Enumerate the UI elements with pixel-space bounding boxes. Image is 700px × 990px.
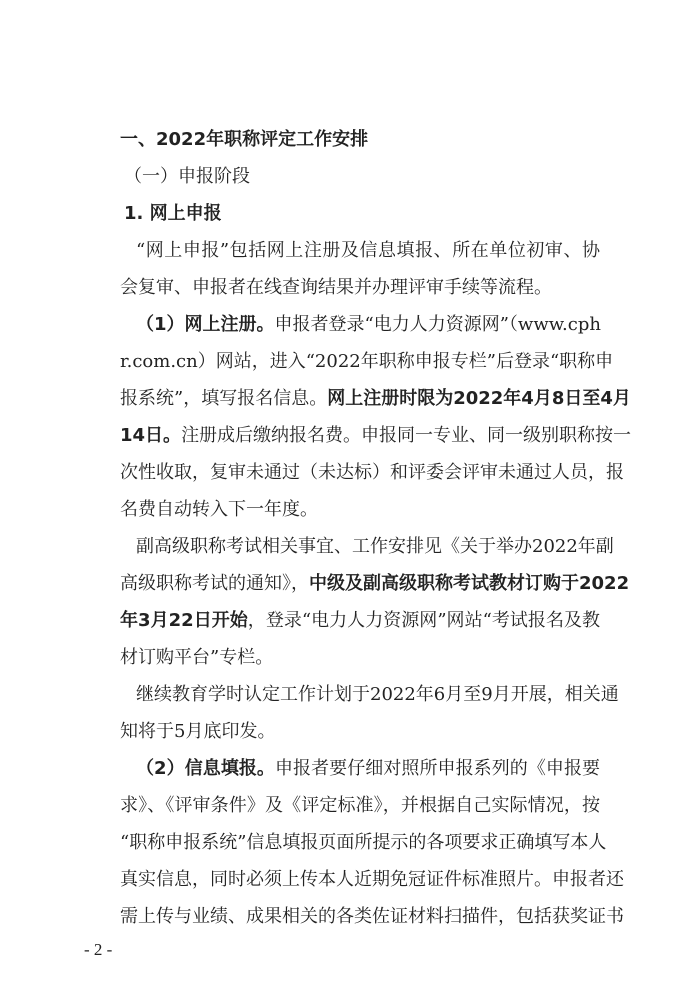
paragraph-line: “职称申报系统”信息填报页面所提示的各项要求正确填写本人 [120, 832, 607, 853]
paragraph-text: 申报者要仔细对照所申报系列的《申报要 [275, 758, 600, 779]
paragraph-line: 名费自动转入下一年度。 [120, 499, 318, 520]
paragraph-text: 注册成后缴纳报名费。申报同一专业、同一级别职称按一 [181, 425, 632, 446]
paragraph-line: r.com.cn）网站，进入“2022年职称申报专栏”后登录“职称申 [120, 351, 614, 372]
emphasis-text: 中级及副高级职称考试教材订购于2022 [309, 573, 630, 594]
paragraph-text: 报系统”，填写报名信息。 [120, 388, 328, 409]
emphasis-text: 网上注册时限为2022年4月8日至4月 [327, 388, 631, 409]
paragraph-line: “网上申报”包括网上注册及信息填报、所在单位初审、协 [136, 240, 600, 261]
paragraph-line: 知将于5月底印发。 [120, 721, 276, 742]
paragraph-line [136, 750, 600, 787]
paragraph-line [120, 602, 600, 639]
paragraph-line: 求》、《评审条件》及《评定标准》，并根据自己实际情况，按 [120, 795, 600, 816]
emphasis-text: 年3月22日开始 [120, 610, 248, 631]
paragraph-line [120, 565, 630, 602]
section-title: 1. 网上申报 [124, 203, 222, 224]
paragraph-line: 继续教育学时认定工作计划于2022年6月至9月开展，相关通 [136, 684, 619, 705]
paragraph-line: 材订购平台”专栏。 [120, 647, 274, 668]
paragraph-line: 真实信息，同时必须上传本人近期免冠证件标准照片。申报者还 [120, 869, 624, 890]
paragraph-label: （2）信息填报。 [136, 758, 275, 779]
paragraph-line [120, 380, 631, 417]
paragraph-line: 次性收取，复审未通过（未达标）和评委会评审未通过人员，报 [120, 462, 624, 483]
paragraph-line [136, 306, 600, 343]
paragraph-line [120, 417, 632, 454]
page-number: - 2 - [84, 940, 113, 959]
paragraph-text: 申报者登录“电力人力资源网”（www.cph [274, 314, 601, 335]
paragraph-line: 会复审、申报者在线查询结果并办理评审手续等流程。 [120, 277, 552, 298]
section-heading: 一、2022年职称评定工作安排 [120, 129, 369, 150]
subheading: （一）申报阶段 [124, 166, 250, 187]
paragraph-text: ，登录“电力人力资源网”网站“考试报名及教 [247, 610, 601, 631]
emphasis-text: 14日。 [120, 425, 182, 446]
paragraph-label: （1）网上注册。 [136, 314, 275, 335]
paragraph-line: 副高级职称考试相关事宜、工作安排见《关于举办2022年副 [136, 536, 614, 557]
paragraph-line: 需上传与业绩、成果相关的各类佐证材料扫描件，包括获奖证书 [120, 906, 624, 927]
paragraph-text: 高级职称考试的通知》， [120, 573, 309, 594]
